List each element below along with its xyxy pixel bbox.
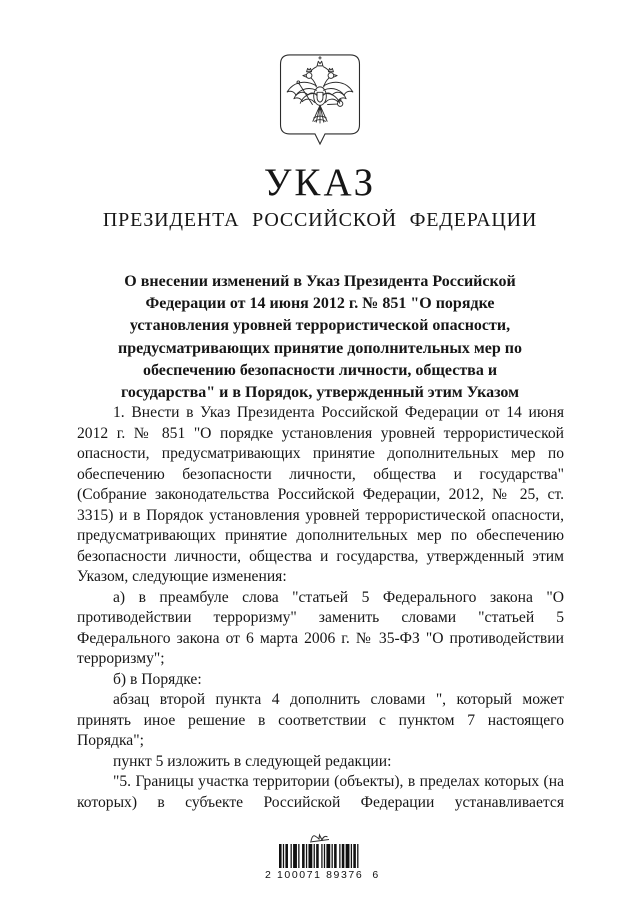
decree-title: УКАЗ: [263, 161, 377, 204]
decree-subject: О внесении изменений в Указ Президента Российской Федерации от 14 июня 2012 г. № 851 "О порядке установления уровней террористической опасности, предусматривающих принятие дополнительных мер по обеспечению безопасности личности, общества и государства" и в Порядок, утвержденный этим Указом: [118, 273, 522, 402]
russia-coat-of-arms-icon: [278, 52, 362, 152]
decree-subtitle: ПРЕЗИДЕНТА РОССИЙСКОЙ ФЕДЕРАЦИИ: [102, 209, 538, 231]
decree-paragraph: а) в преамбуле слова "статьей 5 Федерального закона "О противодействии терроризму" заменить словами "статьей 5 Федерального закона от 6 марта 2006 г. № 35-ФЗ "О противодействии терроризму";: [77, 588, 564, 667]
decree-paragraph: б) в Порядке:: [113, 670, 202, 688]
decree-paragraph: 1. Внести в Указ Президента Российской Федерации от 14 июня 2012 г. № 851 "О порядке установления уровней террористической опасности, предусматривающих принятие дополнительных мер по обеспечению безопасности личности, общества и государства" (Собрание законодательства Российской Федерации, 2012, № 25, ст. 3315) и в Порядок установления уровней террористической опасности, предусматривающих принятие дополнительных мер по обеспечению безопасности личности, общества и государства, утвержденный этим Указом, следующие изменения:: [77, 404, 564, 585]
barcode-icon: [279, 844, 361, 868]
decree-paragraph: пункт 5 изложить в следующей редакции:: [113, 752, 392, 770]
decree-body: [77, 403, 564, 813]
barcode-block: [265, 831, 380, 881]
barcode-digits: 2 100071 89376 6: [265, 869, 380, 881]
decree-paragraph: "5. Границы участка территории (объекты), в пределах которых (на которых) в субъекте Российской Федерации устанавливается: [77, 773, 564, 811]
decree-paragraph: абзац второй пункта 4 дополнить словами ", который может принять иное решение в соответствии с пунктом 7 настоящего Порядка";: [77, 691, 564, 749]
handwritten-mark-icon: [265, 831, 375, 843]
